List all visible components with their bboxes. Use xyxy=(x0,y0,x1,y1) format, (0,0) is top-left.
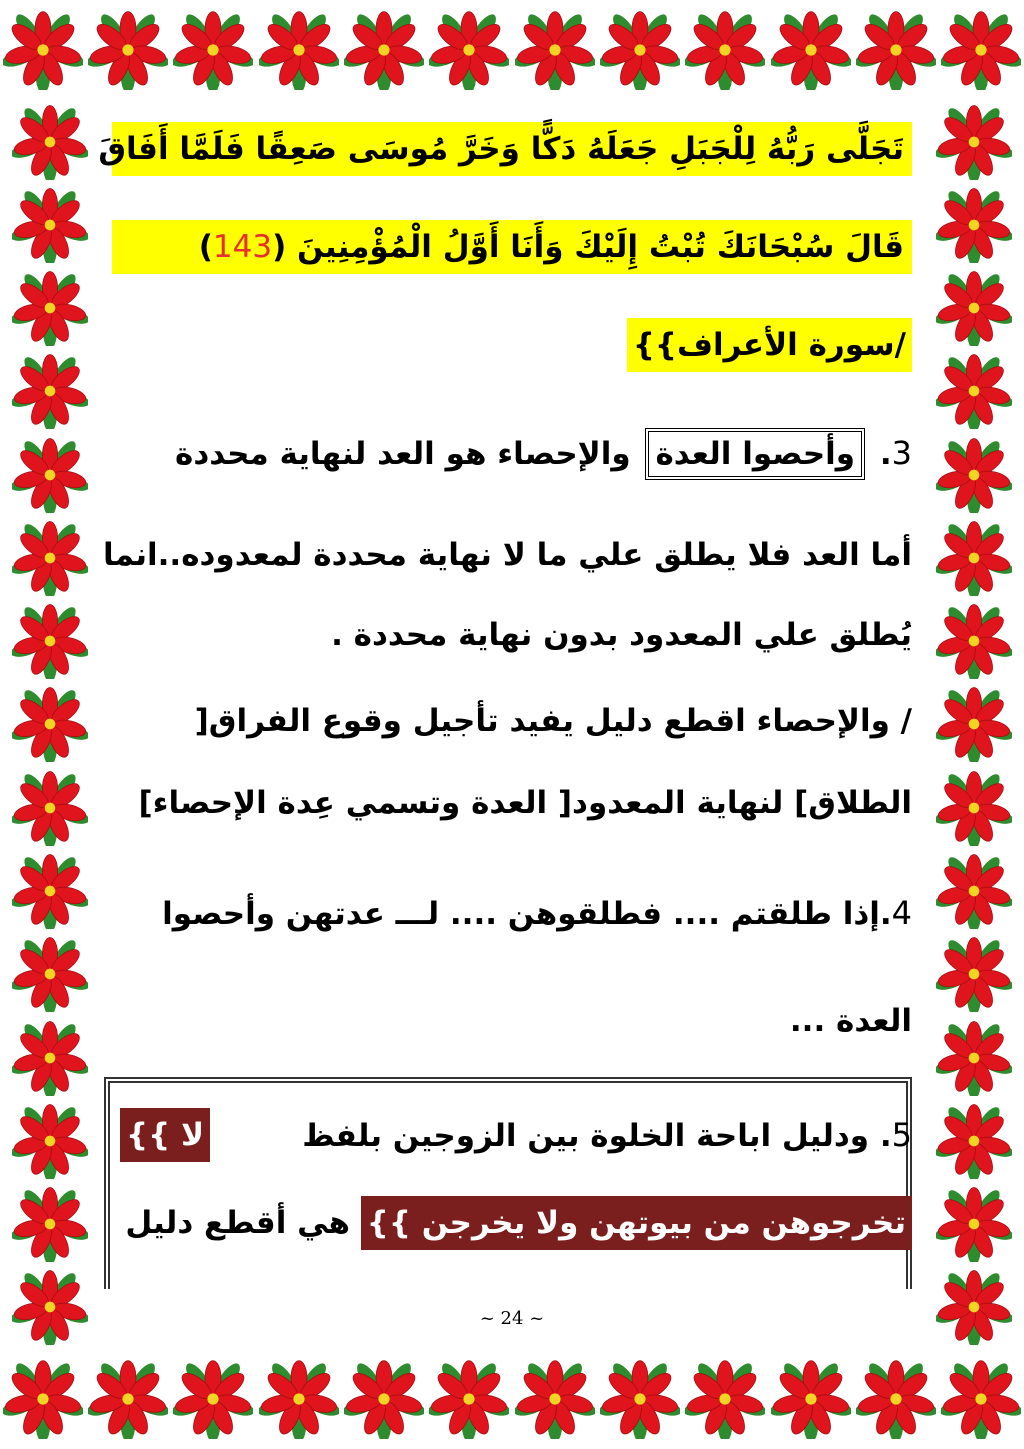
section3-line-3: يُطلق علي المعدود بدون نهاية محددة . xyxy=(331,617,912,653)
poinsettia-icon xyxy=(597,1349,682,1449)
section5-content xyxy=(102,108,912,1338)
poinsettia-icon xyxy=(0,1182,100,1265)
section3-line-4: / والإحصاء اقطع دليل يفيد تأجيل وقوع الفراق[ xyxy=(194,703,912,739)
border-left xyxy=(0,100,100,1349)
section4-number: 4 xyxy=(891,894,912,932)
poinsettia-icon xyxy=(0,1349,85,1449)
poinsettia-icon xyxy=(0,1099,100,1182)
poinsettia-icon xyxy=(924,933,1024,1016)
section5-line-2 xyxy=(112,1196,912,1250)
poinsettia-icon xyxy=(341,1349,426,1449)
poinsettia-icon xyxy=(0,350,100,433)
poinsettia-icon xyxy=(427,0,512,100)
section3-dot: . xyxy=(879,436,892,472)
poinsettia-icon xyxy=(0,600,100,683)
poinsettia-icon xyxy=(0,683,100,766)
poinsettia-icon xyxy=(939,1349,1024,1449)
poinsettia-icon xyxy=(0,849,100,932)
section5-number: 5 xyxy=(891,1116,912,1154)
poinsettia-icon xyxy=(85,0,170,100)
poinsettia-icon xyxy=(683,0,768,100)
poinsettia-icon xyxy=(853,0,938,100)
poinsettia-icon xyxy=(924,433,1024,516)
section5-line-1-text xyxy=(112,1108,912,1163)
poinsettia-icon xyxy=(924,183,1024,266)
poinsettia-icon xyxy=(924,267,1024,350)
poinsettia-icon xyxy=(0,433,100,516)
poinsettia-icon xyxy=(939,0,1024,100)
poinsettia-icon xyxy=(0,100,100,183)
paren-close: ) xyxy=(198,229,213,265)
poinsettia-icon xyxy=(924,350,1024,433)
paren-open: ( xyxy=(272,229,287,265)
border-bottom xyxy=(0,1349,1024,1449)
section3-text-1: والإحصاء هو العد لنهاية محددة xyxy=(175,436,631,472)
section3-line-5: الطلاق] لنهاية المعدود[ العدة وتسمي عِدة الإحصاء] xyxy=(138,785,912,821)
border-top xyxy=(0,0,1024,100)
poinsettia-icon xyxy=(0,933,100,1016)
poinsettia-icon xyxy=(924,849,1024,932)
section4-line-2: العدة ... xyxy=(789,1003,912,1039)
surah-name: /سورة الأعراف}} xyxy=(627,318,912,372)
poinsettia-icon xyxy=(0,0,85,100)
poinsettia-icon xyxy=(924,1099,1024,1182)
poinsettia-icon xyxy=(0,516,100,599)
poinsettia-icon xyxy=(0,183,100,266)
poinsettia-icon xyxy=(512,1349,597,1449)
poinsettia-icon xyxy=(0,1016,100,1099)
section3-boxed-term: وأحصوا العدة xyxy=(645,428,865,480)
section5-text-1: . ودليل اباحة الخلوة بين الزوجين بلفظ xyxy=(302,1118,892,1154)
poinsettia-icon xyxy=(853,1349,938,1449)
poinsettia-icon xyxy=(0,766,100,849)
section3-number: 3 xyxy=(891,434,912,472)
poinsettia-icon xyxy=(768,1349,853,1449)
section4-text-1: .إذا طلقتم .... فطلقوهن .... لـــ عدتهن وأحصوا xyxy=(162,896,892,932)
poinsettia-icon xyxy=(256,0,341,100)
poinsettia-icon xyxy=(924,1182,1024,1265)
section5-highlight-start: {{ لا xyxy=(120,1108,210,1162)
border-right xyxy=(924,100,1024,1349)
poinsettia-icon xyxy=(85,1349,170,1449)
poinsettia-icon xyxy=(768,0,853,100)
poinsettia-icon xyxy=(683,1349,768,1449)
poinsettia-icon xyxy=(171,0,256,100)
poinsettia-icon xyxy=(256,1349,341,1449)
poinsettia-icon xyxy=(427,1349,512,1449)
poinsettia-icon xyxy=(924,683,1024,766)
verse-text-1: تَجَلَّى رَبُّهُ لِلْجَبَلِ جَعَلَهُ دَكًّا وَخَرَّ مُوسَى صَعِقًا فَلَمَّا أَفَاقَ xyxy=(112,122,912,176)
poinsettia-icon xyxy=(924,766,1024,849)
poinsettia-icon xyxy=(924,100,1024,183)
section3-line-2: أما العد فلا يطلق علي ما لا نهاية محددة لمعدوده..انما xyxy=(102,537,912,573)
section5-highlight-quote: تخرجوهن من بيوتهن ولا يخرجن }} xyxy=(361,1196,912,1250)
verse-number: 143 xyxy=(212,229,273,265)
poinsettia-icon xyxy=(924,600,1024,683)
poinsettia-icon xyxy=(341,0,426,100)
page-number: ~ 24 ~ xyxy=(479,1308,545,1329)
poinsettia-icon xyxy=(924,1016,1024,1099)
poinsettia-icon xyxy=(597,0,682,100)
poinsettia-icon xyxy=(924,516,1024,599)
poinsettia-icon xyxy=(0,267,100,350)
poinsettia-icon xyxy=(171,1349,256,1449)
section5-text-2: هي أقطع دليل xyxy=(125,1205,350,1241)
verse-text-2: قَالَ سُبْحَانَكَ تُبْتُ إِلَيْكَ وَأَنَا أَوَّلُ الْمُؤْمِنِينَ xyxy=(297,229,904,265)
poinsettia-icon xyxy=(512,0,597,100)
